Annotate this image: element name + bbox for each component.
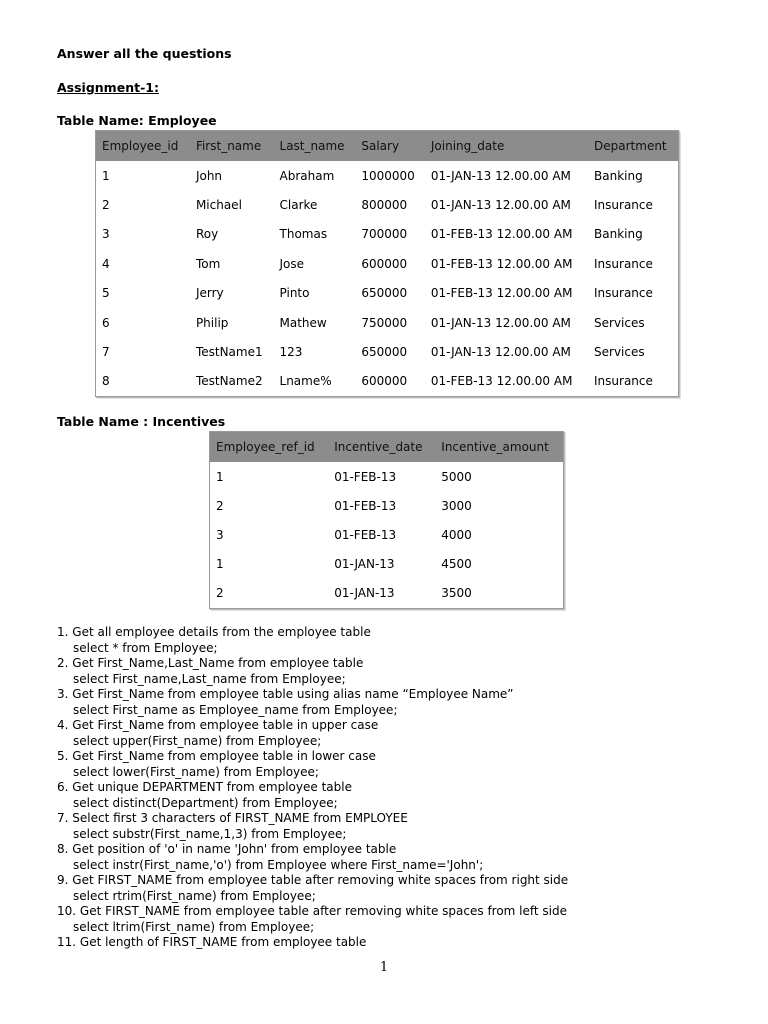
- sql-answer: select * from Employee;: [73, 640, 218, 655]
- table-row: [96, 190, 679, 219]
- sql-answer: select lower(First_name) from Employee;: [73, 764, 319, 779]
- table-row: [96, 308, 679, 337]
- question-text: 1. Get all employee details from the employee table: [57, 625, 371, 639]
- column-header: Employee_ref_id: [210, 432, 329, 463]
- assignment-title: Assignment-1:: [57, 80, 159, 95]
- table-cell: 4500: [441, 557, 472, 572]
- question-text: 2. Get First_Name,Last_Name from employee table: [57, 656, 364, 670]
- table-row: [210, 491, 564, 520]
- table-cell: 01-JAN-13: [334, 586, 395, 601]
- table-cell: TestName2: [195, 374, 263, 389]
- table-cell: 01-FEB-13: [334, 498, 397, 513]
- sql-answer: select upper(First_name) from Employee;: [73, 733, 322, 748]
- table-cell: 3: [102, 227, 110, 242]
- table-cell: 1: [216, 469, 224, 484]
- sql-answer: select First_name as Employee_name from Employee;: [73, 702, 398, 717]
- employee-table-body: [96, 161, 679, 397]
- column-header: Incentive_amount: [435, 432, 563, 463]
- table-cell: 01-FEB-13: [334, 469, 397, 484]
- table-cell: 123: [279, 345, 303, 360]
- table-row: [96, 161, 679, 190]
- table-row: [96, 249, 679, 278]
- table-cell: 1: [102, 168, 110, 183]
- table-cell: 600000: [361, 256, 408, 271]
- table-cell: Mathew: [279, 315, 327, 330]
- sql-answer: select ltrim(First_name) from Employee;: [73, 919, 315, 934]
- column-header: Salary: [355, 131, 425, 162]
- page-number: 1: [379, 960, 389, 975]
- table-cell: Abraham: [279, 168, 335, 183]
- table-cell: 750000: [361, 315, 408, 330]
- sql-answer: select First_name,Last_name from Employee;: [73, 671, 346, 686]
- table-cell: Banking: [594, 227, 643, 242]
- table-cell: Roy: [195, 227, 219, 242]
- table-cell: 01-JAN-13: [334, 557, 395, 572]
- employee-table-title: Table Name: Employee: [57, 113, 217, 128]
- question-text: 4. Get First_Name from employee table in upper case: [57, 718, 379, 732]
- table-cell: 01-JAN-13 12.00.00 AM: [430, 168, 571, 183]
- question-text: 11. Get length of FIRST_NAME from employee table: [57, 935, 367, 949]
- table-cell: Insurance: [594, 256, 653, 271]
- table-cell: Insurance: [594, 198, 653, 213]
- question-text: 10. Get FIRST_NAME from employee table after removing white spaces from left side: [57, 904, 568, 918]
- table-cell: 700000: [361, 227, 408, 242]
- instruction-text: Answer all the questions: [57, 46, 232, 61]
- question-list: [57, 625, 568, 951]
- table-cell: Tom: [195, 256, 221, 271]
- sql-answer: select substr(First_name,1,3) from Employee;: [73, 826, 347, 841]
- table-cell: 3: [216, 527, 224, 542]
- table-cell: Thomas: [279, 227, 328, 242]
- incentives-table: [209, 431, 564, 609]
- table-row: [96, 220, 679, 249]
- column-header: Last_name: [274, 131, 356, 162]
- table-cell: Insurance: [594, 374, 653, 389]
- table-cell: Insurance: [594, 286, 653, 301]
- table-cell: 650000: [361, 286, 408, 301]
- column-header: First_name: [190, 131, 274, 162]
- question-text: 6. Get unique DEPARTMENT from employee table: [57, 780, 352, 794]
- question-text: 3. Get First_Name from employee table using alias name “Employee Name”: [57, 687, 514, 701]
- table-cell: 2: [102, 198, 110, 213]
- table-cell: Lname%: [279, 374, 332, 389]
- column-header: Joining_date: [425, 131, 588, 162]
- table-row: [96, 367, 679, 397]
- table-cell: TestName1: [195, 345, 263, 360]
- incentives-table-body: [210, 462, 564, 608]
- incentives-table-header-row: [210, 432, 564, 463]
- table-cell: 4000: [441, 527, 472, 542]
- table-cell: Clarke: [279, 198, 318, 213]
- table-cell: 600000: [361, 374, 408, 389]
- employee-table-header-row: [96, 131, 679, 162]
- column-header: Employee_id: [96, 131, 190, 162]
- table-cell: Jose: [279, 256, 305, 271]
- table-cell: 650000: [361, 345, 408, 360]
- table-row: [96, 337, 679, 366]
- question-text: 5. Get First_Name from employee table in lower case: [57, 749, 376, 763]
- table-row: [96, 279, 679, 308]
- column-header: Incentive_date: [328, 432, 435, 463]
- table-cell: 1000000: [361, 168, 415, 183]
- incentives-table-title: Table Name : Incentives: [57, 414, 226, 429]
- table-cell: Michael: [195, 198, 242, 213]
- table-row: [210, 550, 564, 579]
- table-cell: 2: [216, 586, 224, 601]
- table-cell: 7: [102, 345, 110, 360]
- table-cell: 01-FEB-13 12.00.00 AM: [430, 227, 573, 242]
- table-cell: 01-FEB-13 12.00.00 AM: [430, 256, 573, 271]
- question-text: 9. Get FIRST_NAME from employee table after removing white spaces from right side: [57, 873, 569, 887]
- table-cell: 01-FEB-13 12.00.00 AM: [430, 286, 573, 301]
- question-text: 8. Get position of 'o' in name 'John' from employee table: [57, 842, 397, 856]
- question-text: 7. Select first 3 characters of FIRST_NAME from EMPLOYEE: [57, 811, 408, 825]
- table-cell: John: [195, 168, 223, 183]
- table-cell: 01-FEB-13: [334, 527, 397, 542]
- table-cell: 3000: [441, 498, 472, 513]
- table-cell: Banking: [594, 168, 643, 183]
- table-cell: Pinto: [279, 286, 310, 301]
- sql-answer: select rtrim(First_name) from Employee;: [73, 888, 316, 903]
- table-row: [210, 520, 564, 549]
- employee-table: [95, 130, 679, 397]
- table-cell: 01-JAN-13 12.00.00 AM: [430, 198, 571, 213]
- table-cell: 1: [216, 557, 224, 572]
- table-cell: 3500: [441, 586, 472, 601]
- table-cell: 01-FEB-13 12.00.00 AM: [430, 374, 573, 389]
- table-cell: Philip: [195, 315, 229, 330]
- table-cell: 01-JAN-13 12.00.00 AM: [430, 345, 571, 360]
- column-header: Department: [588, 131, 678, 162]
- table-cell: Jerry: [195, 286, 224, 301]
- table-cell: 800000: [361, 198, 408, 213]
- sql-answer: select distinct(Department) from Employee;: [73, 795, 338, 810]
- table-cell: Services: [594, 345, 645, 360]
- table-cell: 5000: [441, 469, 472, 484]
- table-row: [210, 462, 564, 491]
- table-row: [210, 579, 564, 609]
- table-cell: Services: [594, 315, 645, 330]
- sql-answer: select instr(First_name,'o') from Employee where First_name='John';: [73, 857, 484, 872]
- table-cell: 01-JAN-13 12.00.00 AM: [430, 315, 571, 330]
- table-cell: 4: [102, 256, 110, 271]
- table-cell: 5: [102, 286, 110, 301]
- table-cell: 8: [102, 374, 110, 389]
- table-cell: 6: [102, 315, 110, 330]
- table-cell: 2: [216, 498, 224, 513]
